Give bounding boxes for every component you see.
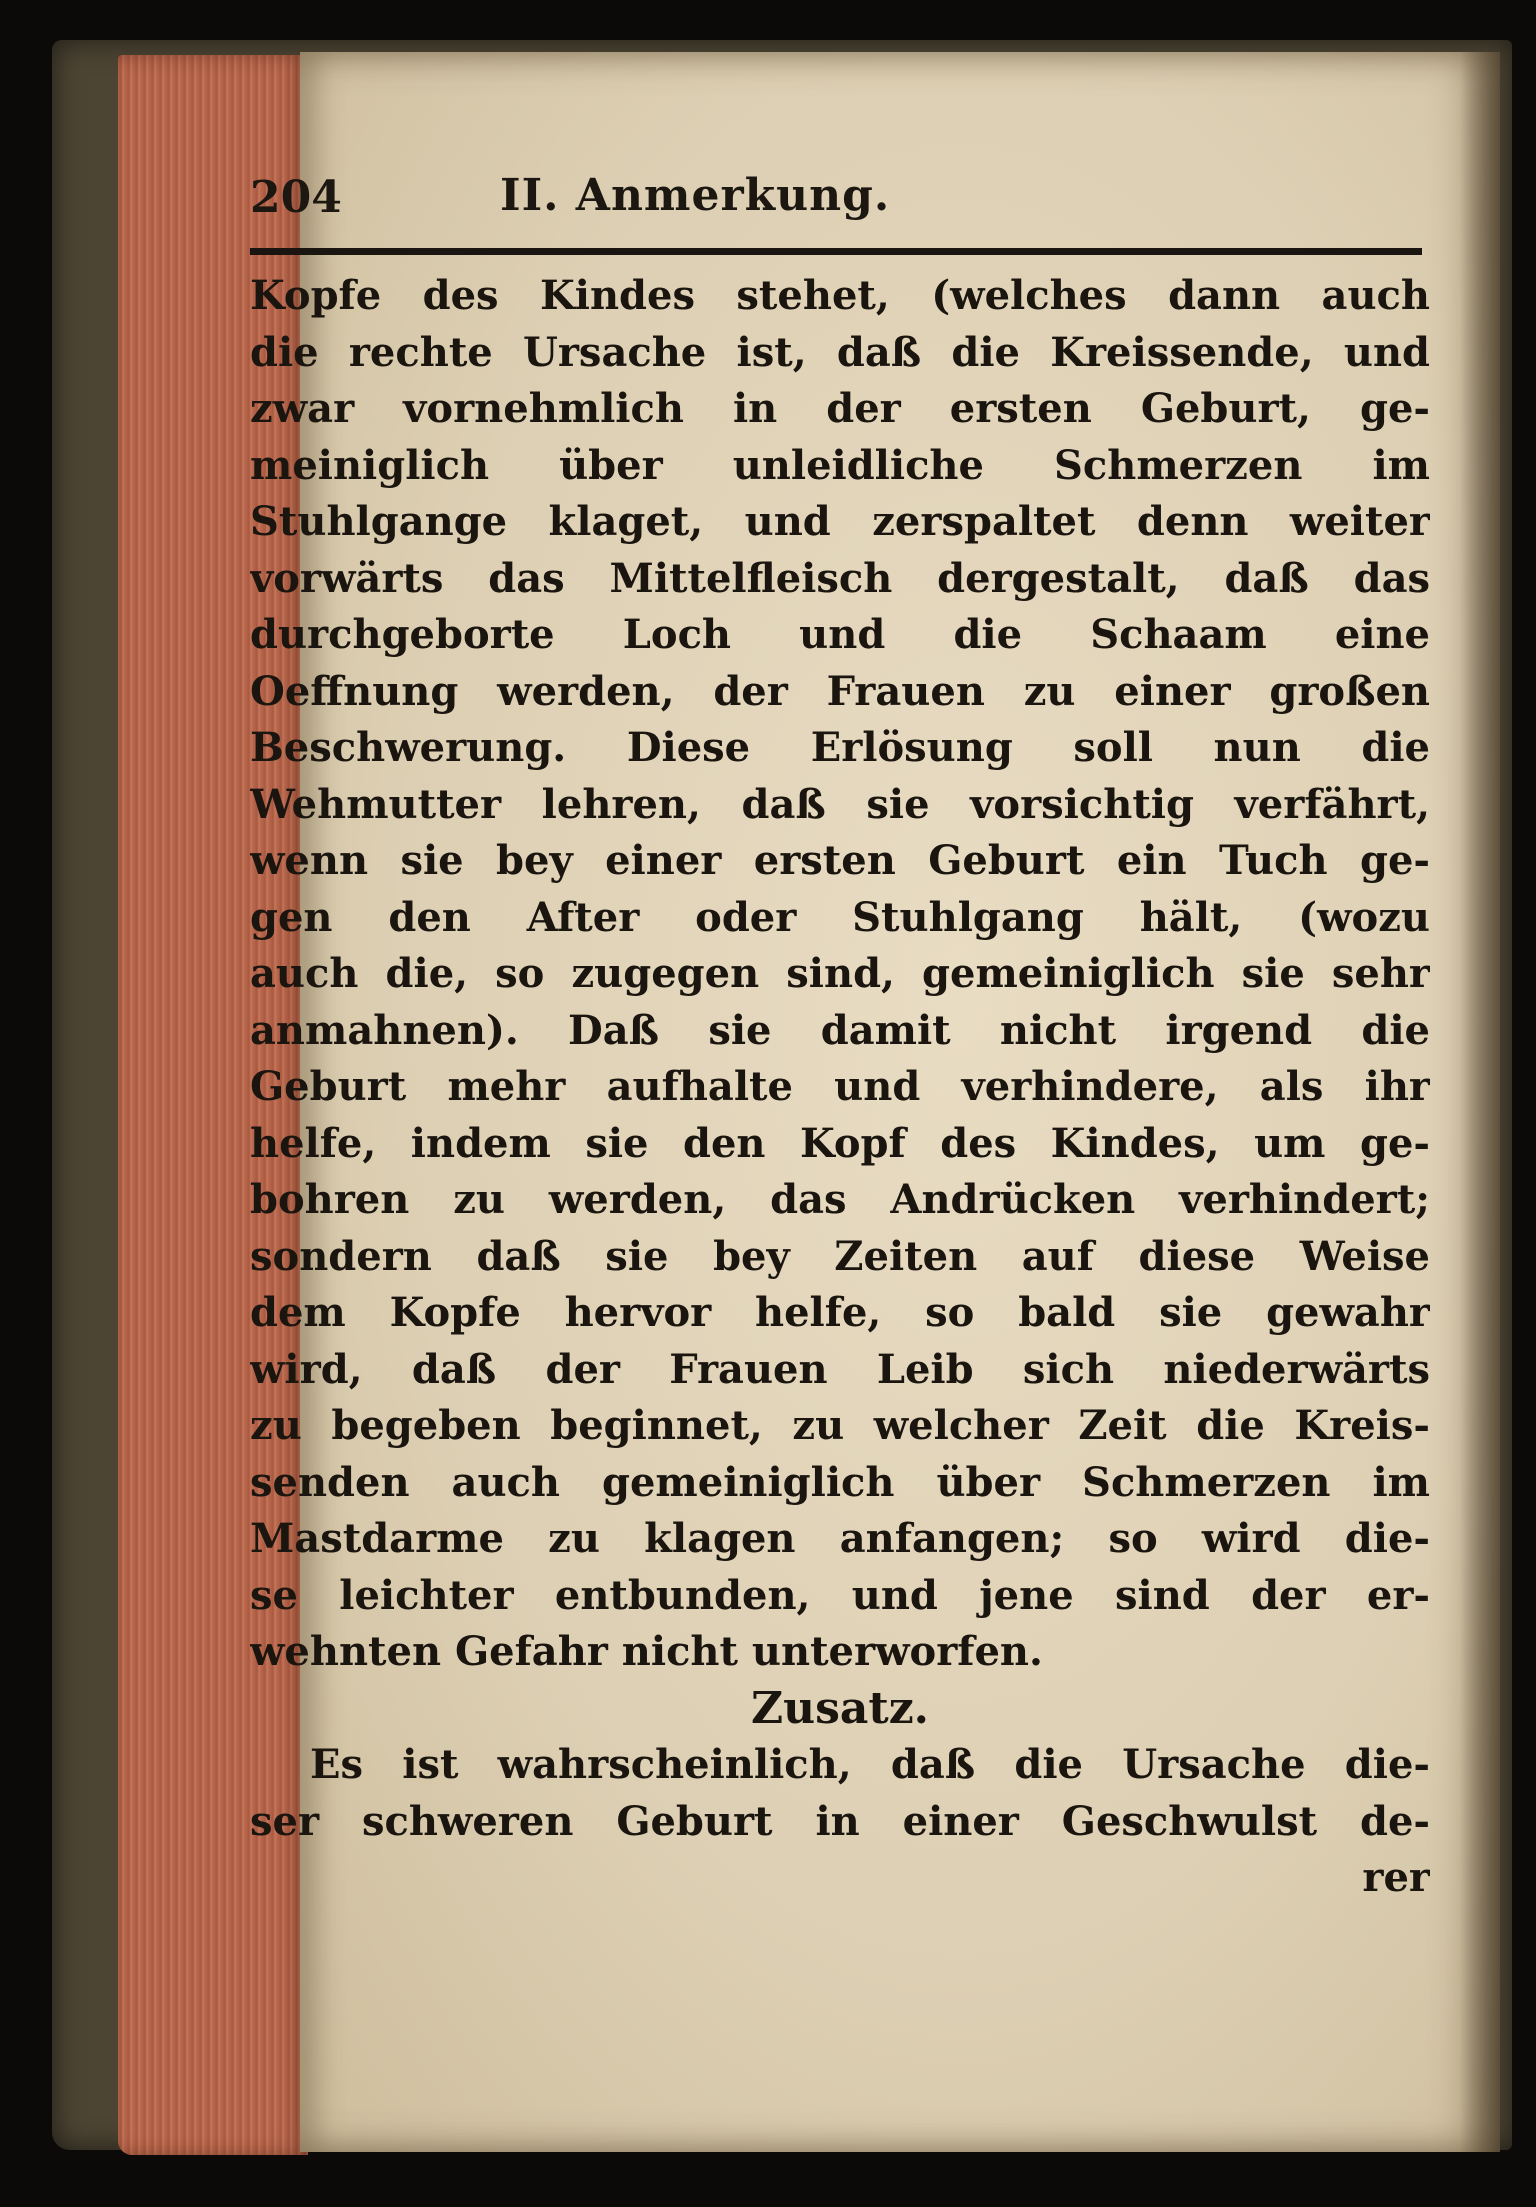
text-line: Es ist wahrscheinlich, daß die Ursache die- xyxy=(310,1741,1430,1788)
text-line: meiniglich über unleidliche Schmerzen im xyxy=(250,441,1430,489)
text-line: sondern daß sie bey Zeiten auf diese Weise xyxy=(250,1232,1430,1280)
text-line: die rechte Ursache ist, daß die Kreissende, und xyxy=(250,328,1430,376)
text-line: Oeffnung werden, der Frauen zu einer großen xyxy=(250,667,1430,715)
text-line: zu begeben beginnet, zu welcher Zeit die Kreis- xyxy=(250,1402,1430,1449)
page-header xyxy=(250,112,1420,223)
text-line: Beschwerung. Diese Erlösung soll nun die xyxy=(250,724,1430,771)
text-line: auch die, so zugegen sind, gemeiniglich sie sehr xyxy=(250,950,1430,997)
text-line: Kopfe des Kindes stehet, (welches dann auch xyxy=(250,272,1430,319)
text-line: Stuhlgange klaget, und zerspaltet denn weiter xyxy=(250,498,1430,545)
text-line: wenn sie bey einer ersten Geburt ein Tuch ge- xyxy=(250,837,1430,884)
section-heading: Zusatz. xyxy=(750,1682,930,1734)
text-line: dem Kopfe hervor helfe, so bald sie gewahr xyxy=(250,1289,1430,1336)
text-line: anmahnen). Daß sie damit nicht irgend die xyxy=(250,1006,1430,1054)
header-rule xyxy=(250,248,1422,255)
catchword: rer xyxy=(1362,1854,1430,1901)
text-line: zwar vornehmlich in der ersten Geburt, ge- xyxy=(250,385,1430,432)
text-line: ser schweren Geburt in einer Geschwulst de- xyxy=(250,1797,1430,1845)
text-line: bohren zu werden, das Andrücken verhindert; xyxy=(250,1176,1430,1223)
text-line: Geburt mehr aufhalte und verhindere, als ihr xyxy=(250,1063,1430,1110)
text-line: wehnten Gefahr nicht unterworfen. xyxy=(250,1628,1043,1675)
text-line: gen den After oder Stuhlgang hält, (wozu xyxy=(250,893,1430,941)
text-line: se leichter entbunden, und jene sind der er- xyxy=(250,1571,1430,1619)
text-line: durchgeborte Loch und die Schaam eine xyxy=(250,611,1430,658)
text-line: senden auch gemeiniglich über Schmerzen im xyxy=(250,1458,1430,1506)
text-line: vorwärts das Mittelfleisch dergestalt, daß das xyxy=(250,554,1430,602)
page-number: 204 xyxy=(250,172,342,223)
page-body xyxy=(250,268,1430,1907)
page-gutter-shadow xyxy=(1460,52,1500,2152)
running-head: II. Anmerkung. xyxy=(500,170,891,221)
text-line: helfe, indem sie den Kopf des Kindes, um ge- xyxy=(250,1119,1430,1167)
text-line: Wehmutter lehren, daß sie vorsichtig verfährt, xyxy=(250,780,1430,828)
text-line: wird, daß der Frauen Leib sich niederwärts xyxy=(250,1345,1430,1393)
text-line: Mastdarme zu klagen anfangen; so wird die- xyxy=(250,1515,1430,1562)
